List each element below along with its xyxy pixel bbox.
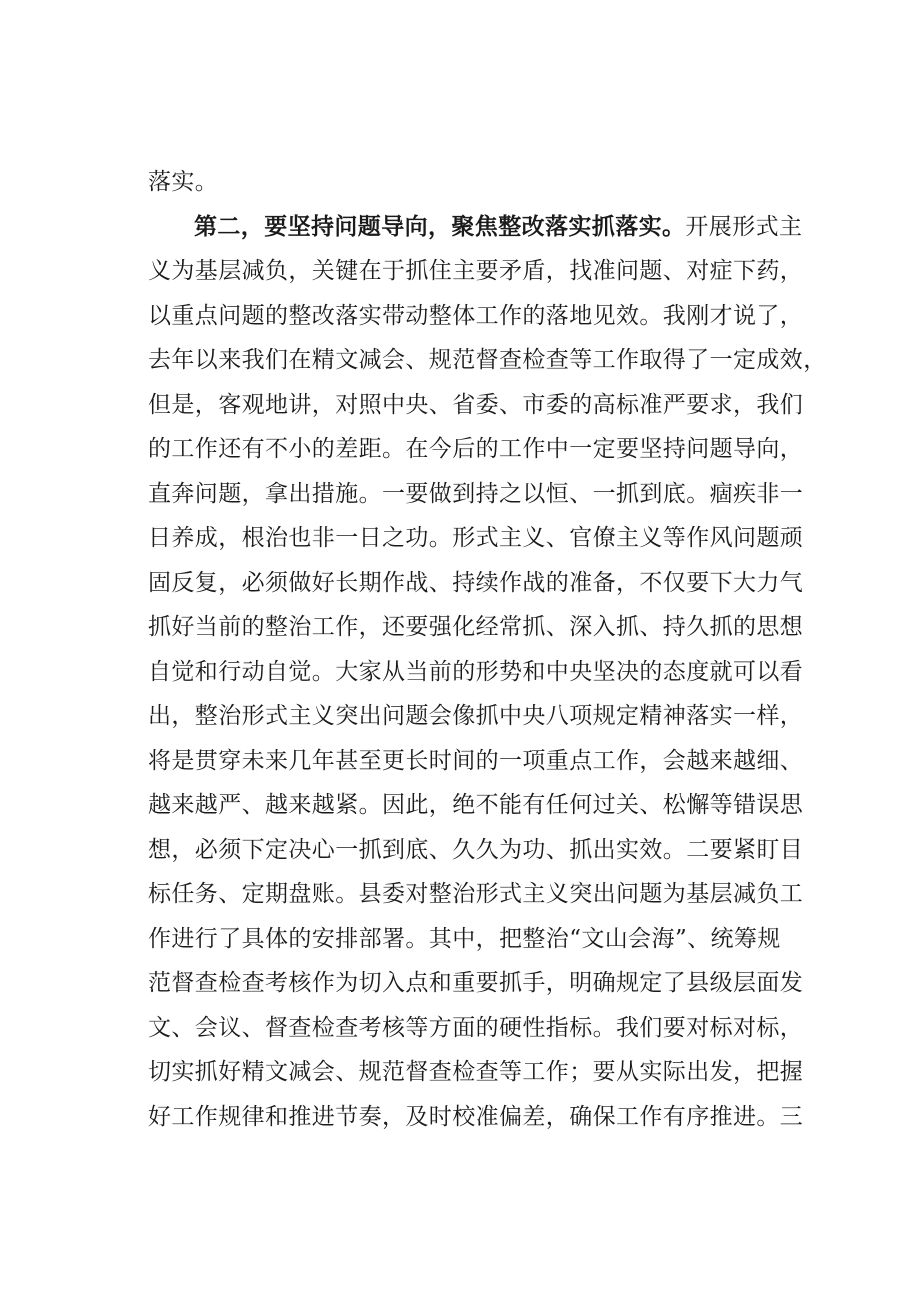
body-text [148, 160, 827, 1139]
text-line: 义为基层减负，关键在于抓住主要矛盾，找准问题、对症下药， [148, 258, 804, 284]
text-line: 好工作规律和推进节奏，及时校准偏差，确保工作有序推进。三 [148, 1103, 804, 1130]
text-line: 越来越严、越来越紧。因此，绝不能有任何过关、松懈等错误思 [148, 792, 804, 818]
text-line: 直奔问题，拿出措施。一要做到持之以恒、一抓到底。痼疾非一 [148, 480, 804, 507]
text-line [148, 205, 808, 250]
text-line: 作进行了具体的安排部署。其中，把整治“文山会海”、统筹规 [148, 925, 781, 952]
text-line: 想，必须下定决心一抓到底、久久为功、抓出实效。二要紧盯目 [148, 836, 804, 863]
text-line: 范督查检查考核作为切入点和重要抓手，明确规定了县级层面发 [148, 970, 804, 996]
text-line: 自觉和行动自觉。大家从当前的形势和中央坚决的态度就可以看 [148, 658, 804, 685]
text-line: 标任务、定期盘账。县委对整治形式主义突出问题为基层减负工 [148, 881, 804, 907]
text-line: 抓好当前的整治工作，还要强化经常抓、深入抓、持久抓的思想 [148, 614, 804, 640]
text-line: 的工作还有不小的差距。在今后的工作中一定要坚持问题导向， [148, 436, 804, 462]
text-line: 但是，客观地讲，对照中央、省委、市委的高标准严要求，我们 [148, 391, 804, 418]
text-line: 出，整治形式主义突出问题会像抓中央八项规定精神落实一样， [148, 703, 804, 729]
text-line: 以重点问题的整改落实带动整体工作的落地见效。我刚才说了， [148, 302, 804, 329]
text-line: 切实抓好精文减会、规范督查检查等工作；要从实际出发，把握 [148, 1059, 804, 1085]
text-line: 去年以来我们在精文减会、规范督查检查等工作取得了一定成效， [148, 347, 827, 373]
text-line: 文、会议、督查检查考核等方面的硬性指标。我们要对标对标， [148, 1014, 804, 1041]
text-line: 将是贯穿未来几年甚至更长时间的一项重点工作，会越来越细、 [148, 747, 804, 774]
section-heading: 第二，要坚持问题导向，聚焦整改落实抓落实。 [194, 212, 686, 240]
text-line: 固反复，必须做好长期作战、持续作战的准备，不仅要下大力气 [148, 569, 804, 596]
text-run: 开展形式主 [685, 213, 803, 240]
text-line: 日养成，根治也非一日之功。形式主义、官僚主义等作风问题顽 [148, 525, 804, 551]
text-line: 落实。 [148, 169, 219, 195]
